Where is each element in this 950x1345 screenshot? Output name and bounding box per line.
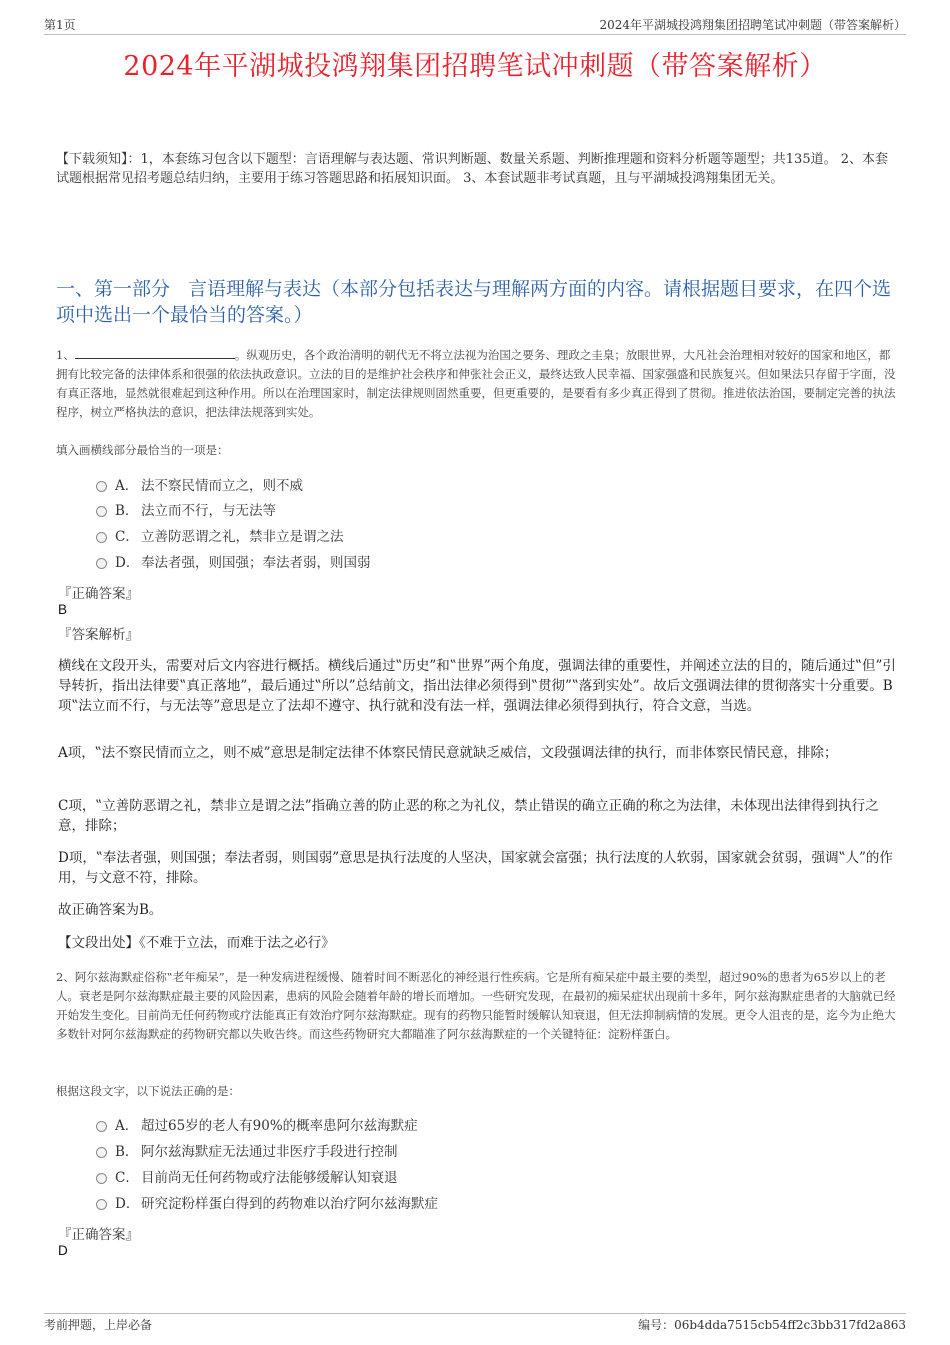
correct-answer: B [58, 602, 68, 617]
footer-slogan: 考前押题，上岸必备 [44, 1318, 153, 1332]
download-notice: 【下载须知】：1，本套练习包含以下题型：言语理解与表达题、常识判断题、数量关系题、判断推理题和资料分析题等题型；共135道。 2、本套试题根据常见招考题总结归纳，主要用于练习答题思路和拓展知识面。 3、本套试题非考试真题，且与平湖城投鸿翔集团无关。 [56, 152, 888, 186]
fill-blank-line [75, 346, 235, 359]
question-1-prompt: 填入画横线部分最恰当的一项是： [56, 443, 229, 457]
page-number: 第1页 [44, 18, 76, 32]
question-number: 1、 [56, 348, 75, 362]
section-heading [56, 276, 898, 328]
radio-icon[interactable] [96, 1147, 107, 1158]
q1-option-a[interactable]: A． 法不察民情而立之，则不威 [96, 476, 303, 496]
header-doc-title: 2024年平湖城投鸿翔集团招聘笔试冲刺题（带答案解析） [599, 18, 906, 32]
q1-option-c[interactable]: C． 立善防恶谓之礼，禁非立是谓之法 [96, 527, 344, 547]
correct-answer: D [58, 1243, 68, 1258]
radio-icon[interactable] [96, 506, 107, 517]
radio-icon[interactable] [96, 1199, 107, 1210]
correct-answer-label: 『正确答案』 [58, 586, 139, 602]
radio-icon[interactable] [96, 532, 107, 543]
q1-option-d[interactable]: D． 奉法者强，则国强；奉法者弱，则国弱 [96, 553, 371, 573]
question-1-stem [56, 346, 898, 422]
section-description: 言语理解与表达（本部分包括表达与理解两方面的内容。请根据题目要求，在四个选项中选出一个最恰当的答案。） [56, 278, 892, 326]
radio-icon[interactable] [96, 1121, 107, 1132]
q1-option-b[interactable]: B． 法立而不行，与无法等 [96, 501, 276, 521]
analysis-paragraph: A项，‟法不察民情而立之，则不威”意思是制定法律不体察民情民意就缺乏威信，文段强调法律的执行，而非体察民情民意，排除； [58, 745, 838, 761]
analysis-paragraph: D项，‟奉法者强，则国强；奉法者弱，则国弱”意思是执行法度的人坚决，国家就会富强；执行法度的人软弱，国家就会贫弱，强调‟人”的作用，与文意不符，排除。 [58, 850, 893, 886]
radio-icon[interactable] [96, 558, 107, 569]
analysis-paragraph: 横线在文段开头，需要对后文内容进行概括。横线后通过‟历史”和‟世界”两个角度，强调法律的重要性，并阐述立法的目的，随后通过‟但”引导转折，指出法律要‟真正落地”，最后通过‟所以”总结前文，指出法律必须得到‟贯彻”‟落到实处”。故后文强调法律的贯彻落实十分重要。B项‟法立而不行，与无法等”意思是立了法却不遵守、执行就和没有法一样，强调法律必须得到执行，符合文意，当选。 [58, 658, 896, 714]
section-part: 一、第一部分 [56, 278, 171, 300]
passage-source: 【文段出处】《不难于立法，而难于法之必行》 [58, 935, 335, 951]
q2-option-c[interactable]: C． 目前尚无任何药物或疗法能够缓解认知衰退 [96, 1168, 398, 1188]
question-2-stem: 2、阿尔兹海默症俗称‟老年痴呆”，是一种发病进程缓慢、随着时间不断恶化的神经退行性疾病。它是所有痴呆症中最主要的类型，超过90%的患者为65岁以上的老人。衰老是阿尔兹海默症最主要的风险因素，患病的风险会随着年龄的增长而增加。一些研究发现，在最初的痴呆症状出现前十多年，阿尔兹海默症患者的大脑就已经开始发生变化。目前尚无任何药物或疗法能真正有效治疗阿尔兹海默症。现有的药物只能暂时缓解认知衰退，但无法抑制病情的发展。更令人沮丧的是，迄今为止绝大多数针对阿尔兹海默症的药物研究都以失败告终。而这些药物研究大都瞄准了阿尔兹海默症的一个关键特征：淀粉样蛋白。 [56, 970, 896, 1041]
question-2-prompt: 根据这段文字，以下说法正确的是： [56, 1084, 240, 1098]
radio-icon[interactable] [96, 481, 107, 492]
q2-option-a[interactable]: A． 超过65岁的老人有90%的概率患阿尔兹海默症 [96, 1116, 418, 1136]
page-footer [44, 1313, 906, 1332]
analysis-paragraph: C项，‟立善防恶谓之礼，禁非立是谓之法”指确立善的防止恶的称之为礼仪，禁止错误的确立正确的称之为法律，未体现出法律得到执行之意，排除； [58, 798, 879, 834]
question-text: 。纵观历史，各个政治清明的朝代无不将立法视为治国之要务、理政之圭臬；放眼世界，大凡社会治理相对较好的国家和地区，都拥有比较完备的法律体系和很强的依法执政意识。立法的目的是维护社会秩序和伸张社会正义，最终达致人民幸福、国家强盛和民族复兴。但如果法只存留于字面，没有真正落地，显然就很难起到这种作用。所以在治理国家时，制定法律规则固然重要，但更重要的，是要看有多少真正得到了贯彻。推进依法治国，要制定完善的执法程序，树立严格执法的意识，把法律法规落到实处。 [56, 348, 896, 419]
document-code: 编号：06b4dda7515cb54ff2c3bb317fd2a863 [638, 1318, 906, 1332]
analysis-label: 『答案解析』 [58, 627, 139, 643]
page-header [44, 14, 906, 35]
correct-answer-label: 『正确答案』 [58, 1227, 139, 1243]
radio-icon[interactable] [96, 1173, 107, 1184]
q2-option-b[interactable]: B． 阿尔兹海默症无法通过非医疗手段进行控制 [96, 1142, 398, 1162]
q2-option-d[interactable]: D． 研究淀粉样蛋白得到的药物难以治疗阿尔兹海默症 [96, 1194, 438, 1214]
document-title: 2024年平湖城投鸿翔集团招聘笔试冲刺题（带答案解析） [123, 51, 827, 82]
analysis-conclusion: 故正确答案为B。 [58, 902, 163, 918]
